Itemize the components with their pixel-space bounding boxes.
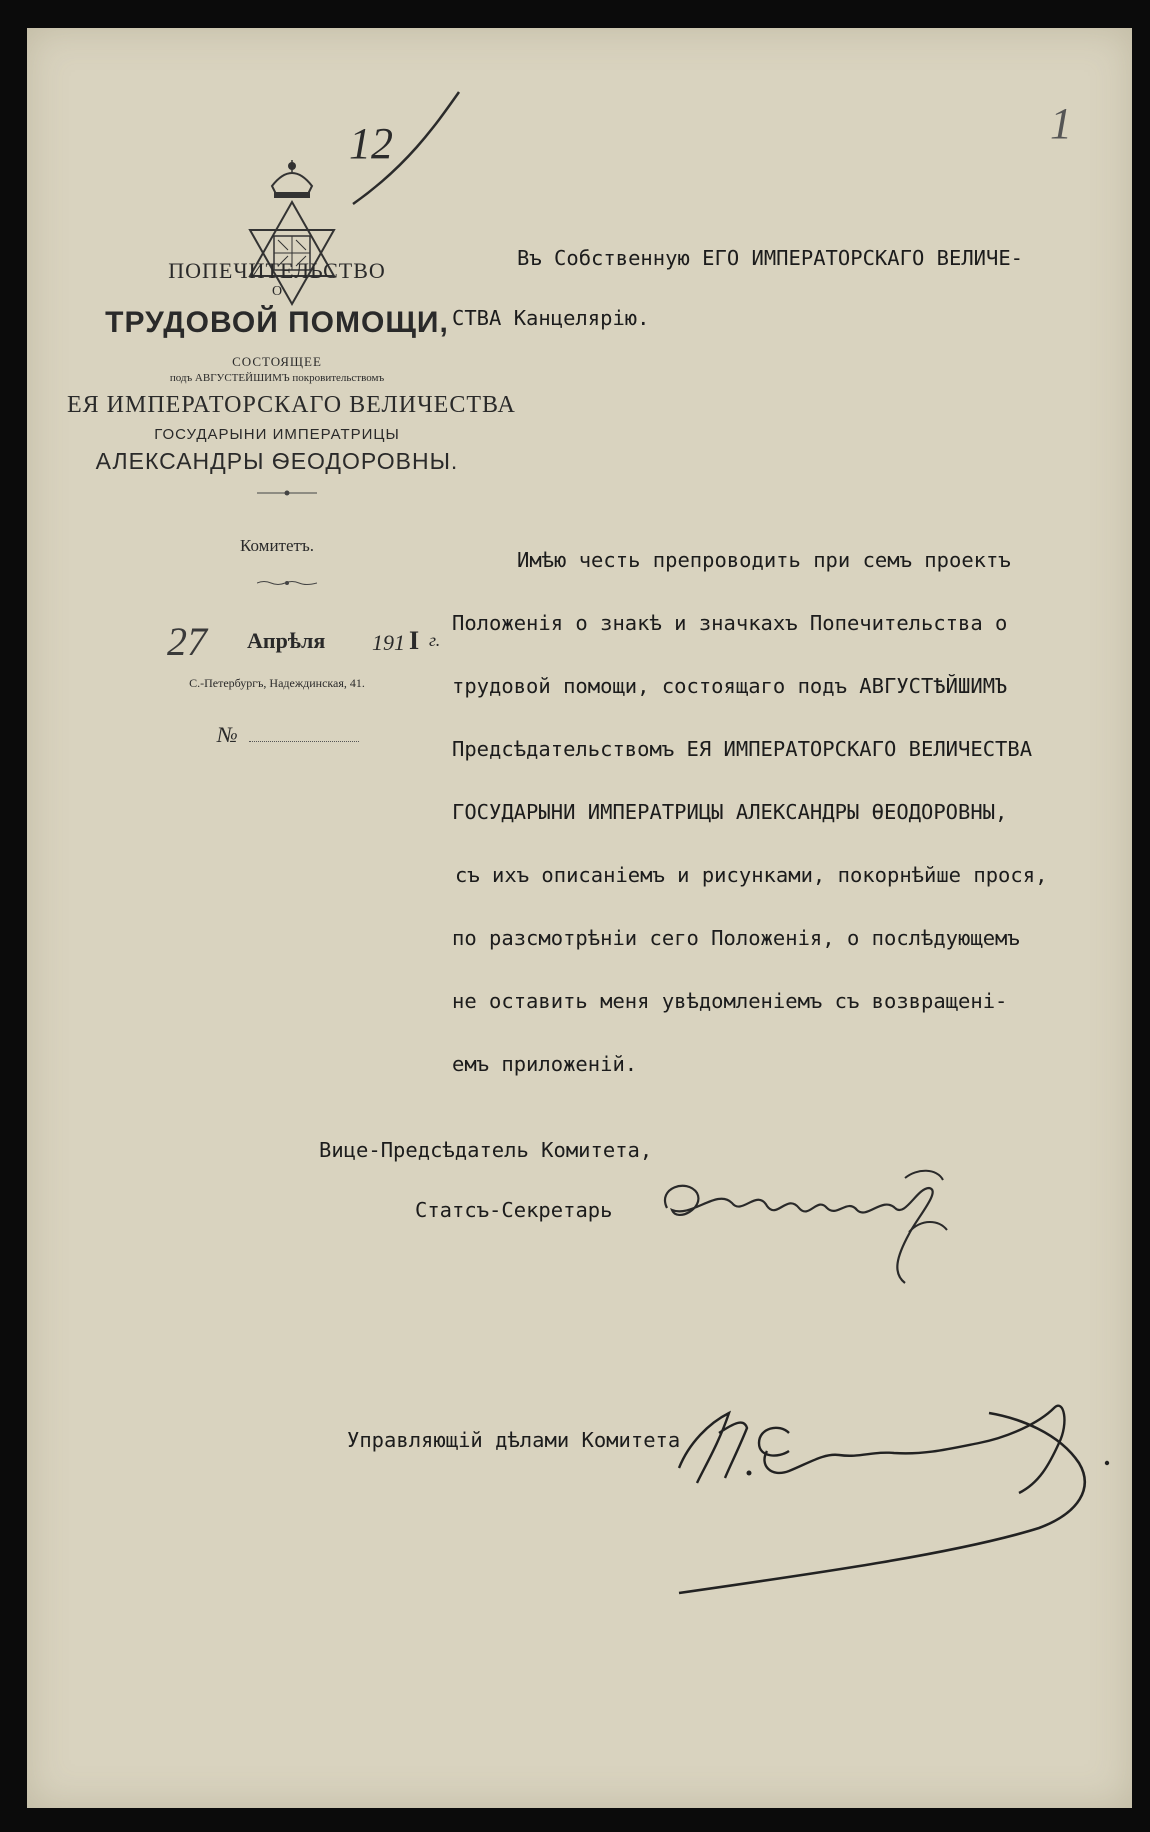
body-line3: трудовой помощи, состоящаго подъ АВГУСТѢЙШИМЪ [452,674,1008,698]
registry-number: 12 [349,119,393,168]
date-month: Апрѣля [247,628,326,653]
addressee-line1: Въ Собственную ЕГО ИМПЕРАТОРСКАГО ВЕЛИЧЕ- [517,246,1024,270]
letterhead-line7: ГОСУДАРЫНИ ИМПЕРАТРИЦЫ [154,426,400,443]
folio-number: 1 [1050,99,1072,148]
ornament-divider-icon [257,580,317,586]
letterhead-line4: СОСТОЯЩЕЕ [232,354,322,369]
letterhead-line2: О [271,284,283,299]
manager-title: Управляющій дѣлами Комитета [347,1428,681,1452]
date-year-mark: г. [429,630,441,650]
body-line5: ГОСУДАРЫНИ ИМПЕРАТРИЦЫ АЛЕКСАНДРЫ ѲЕОДОРОВНЫ, [452,800,1008,824]
letterhead-line6: ЕЯ ИМПЕРАТОРСКАГО ВЕЛИЧЕСТВА [67,392,516,418]
addressee-line2: СТВА Канцелярію. [452,306,650,330]
registry-slash-mark [337,86,467,216]
document-page [27,28,1132,1808]
handwritten-signature-1-icon [647,1148,967,1298]
date-line [137,618,497,668]
body-line4: Предсѣдательствомъ ЕЯ ИМПЕРАТОРСКАГО ВЕЛИЧЕСТВА [452,737,1033,761]
date-year-suffix: I [409,626,420,655]
body-line8: не оставить меня увѣдомленіемъ съ возвращені- [452,989,1008,1013]
letterhead-line8: АЛЕКСАНДРЫ ѲЕОДОРОВНЫ. [95,448,459,474]
body-line6: съ ихъ описаніемъ и рисунками, покорнѣйше прося, [455,863,1048,887]
state-secretary-title: Статсъ-Секретарь [415,1198,613,1222]
letterhead-line1: ПОПЕЧИТЕЛЬСТВО [168,258,386,283]
date-day: 27 [167,619,207,664]
body-line1: Имѣю честь препроводить при семъ проектъ [517,548,1011,572]
body-line2: Положенія о знакѣ и значкахъ Попечительства о [452,611,1008,635]
vice-chair-title: Вице-Предсѣдатель Комитета, [319,1138,653,1162]
body-line9: емъ приложеній. [452,1052,638,1076]
body-line7: по разсмотрѣніи сего Положенія, о послѣдующемъ [452,926,1020,950]
letterhead-committee: Комитетъ. [240,536,314,555]
letterhead-line5: подъ АВГУСТЕЙШИМЪ покровительствомъ [169,372,385,384]
handwritten-signature-2-icon [659,1373,1129,1603]
address: С.-Петербургъ, Надеждинская, 41. [189,676,365,690]
letterhead-line3: ТРУДОВОЙ ПОМОЩИ, [105,306,449,339]
number-label: № [217,722,238,747]
number-blank-line [249,741,359,742]
ornament-divider-icon [257,490,317,496]
date-year-prefix: 191 [372,630,405,655]
